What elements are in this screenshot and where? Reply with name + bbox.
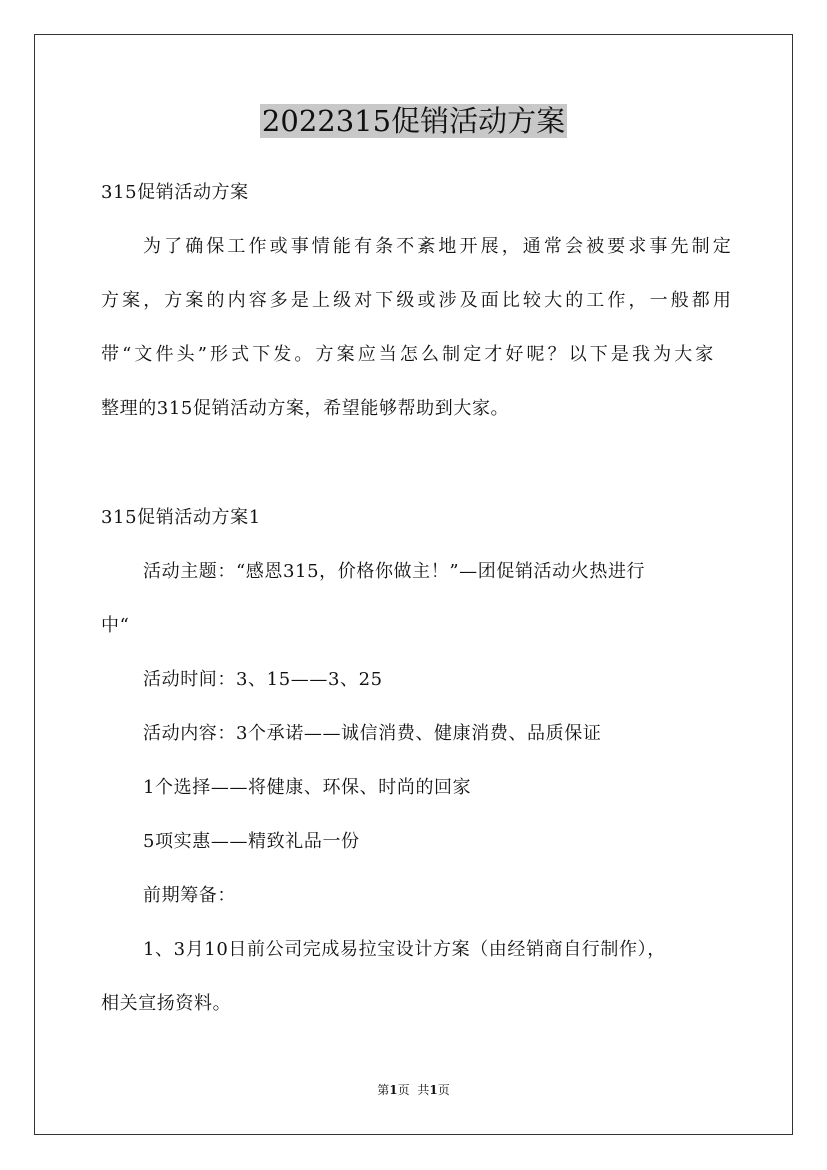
page-footer <box>0 1082 827 1098</box>
intro-line-4: 整理的315促销活动方案，希望能够帮助到大家。 <box>101 398 510 419</box>
theme-line-1: 活动主题：“感恩315，价格你做主！”—团促销活动火热进行 <box>143 561 646 582</box>
prep-heading: 前期筹备： <box>143 885 236 906</box>
footer-page-suffix: 页 <box>397 1083 410 1097</box>
footer-page-current: 1 <box>389 1083 398 1097</box>
choice-line: 1个选择——将健康、环保、时尚的回家 <box>143 777 472 798</box>
footer-total-suffix: 页 <box>437 1083 450 1097</box>
intro-line-3: 带“文件头”形式下发。方案应当怎么制定才好呢？以下是我为大家 <box>101 344 717 365</box>
prep-item-1-line-2: 相关宣扬资料。 <box>101 993 232 1014</box>
document-title-text: 2022315促销活动方案 <box>261 104 566 138</box>
section-heading: 315促销活动方案1 <box>101 507 261 528</box>
prep-item-1-line-1: 1、3月10日前公司完成易拉宝设计方案（由经销商自行制作）， <box>143 939 666 960</box>
intro-line-1: 为了确保工作或事情能有条不紊地开展，通常会被要求事先制定 <box>143 236 734 257</box>
intro-line-2: 方案，方案的内容多是上级对下级或涉及面比较大的工作，一般都用 <box>101 290 734 311</box>
footer-total-pages: 1 <box>429 1083 438 1097</box>
content-line: 活动内容：3个承诺——诚信消费、健康消费、品质保证 <box>143 723 602 744</box>
benefit-line: 5项实惠——精致礼品一份 <box>143 831 360 852</box>
document-subtitle: 315促销活动方案 <box>101 182 249 203</box>
time-line: 活动时间：3、15——3、25 <box>143 669 383 690</box>
theme-line-2: 中“ <box>101 615 130 636</box>
footer-page-prefix: 第 <box>377 1083 390 1097</box>
document-title <box>0 101 827 141</box>
footer-total-prefix: 共 <box>417 1083 430 1097</box>
